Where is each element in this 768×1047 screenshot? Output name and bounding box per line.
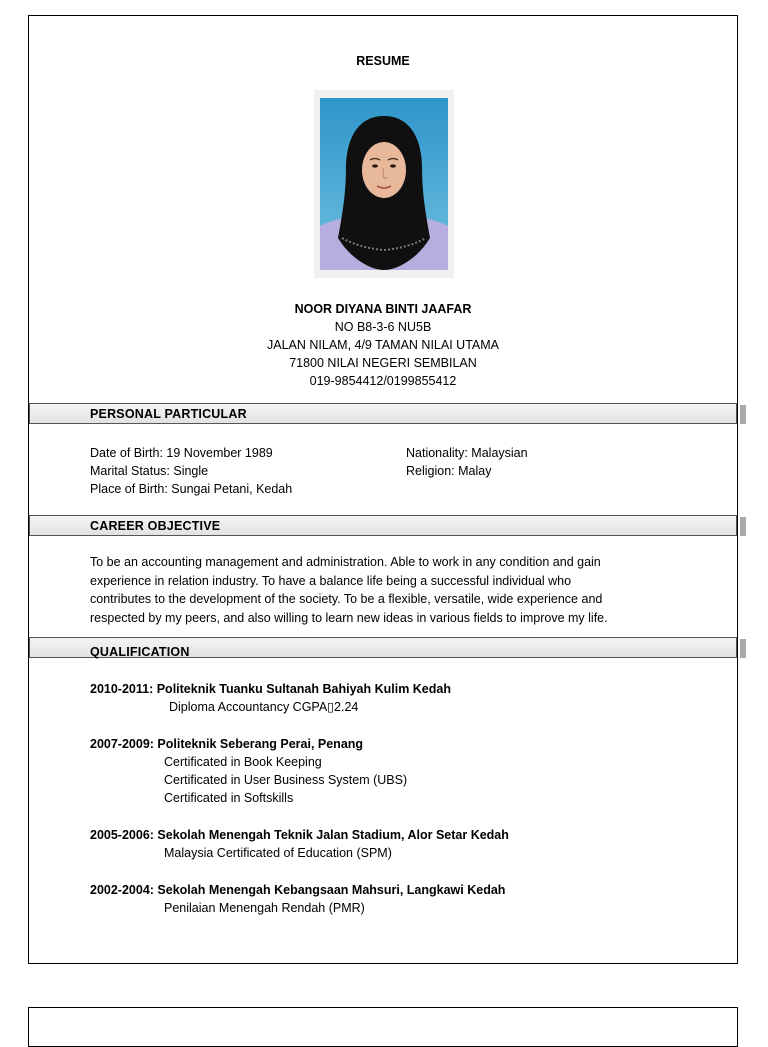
qualification-detail: Malaysia Certificated of Education (SPM) <box>164 846 392 860</box>
section-header-objective <box>29 515 737 536</box>
qualification-detail: Certificated in Book Keeping <box>164 755 322 769</box>
objective-line: contributes to the development of the society. To be a flexible, versatile, wide experience and <box>90 592 603 606</box>
qualification-entry <box>90 680 451 716</box>
address-line: 71800 NILAI NEGERI SEMBILAN <box>289 356 477 370</box>
section-header-personal <box>29 403 737 424</box>
profile-photo <box>320 98 448 270</box>
applicant-name: NOOR DIYANA BINTI JAAFAR <box>294 302 472 316</box>
section-tab <box>740 639 746 658</box>
nationality: Nationality: Malaysian <box>406 446 528 460</box>
address-line: JALAN NILAM, 4/9 TAMAN NILAI UTAMA <box>266 338 499 352</box>
contact-block <box>29 300 737 390</box>
section-title: QUALIFICATION <box>90 645 190 659</box>
qualification-entry <box>90 881 505 917</box>
qualification-detail: Diploma Accountancy CGPA▯2.24 <box>169 700 359 714</box>
section-tab <box>740 517 746 536</box>
date-of-birth: Date of Birth: 19 November 1989 <box>90 446 273 460</box>
marital-status: Marital Status: Single <box>90 464 209 478</box>
personal-right-column <box>406 444 528 480</box>
section-tab <box>740 405 746 424</box>
section-header-qualification <box>29 637 737 658</box>
qualification-entry <box>90 735 407 807</box>
qualification-detail: Penilaian Menengah Rendah (PMR) <box>164 901 365 915</box>
profile-photo-frame <box>314 90 454 278</box>
qualification-title: 2007-2009: Politeknik Seberang Perai, Penang <box>90 737 364 751</box>
religion: Religion: Malay <box>406 464 492 478</box>
section-title: CAREER OBJECTIVE <box>90 519 221 533</box>
place-of-birth: Place of Birth: Sungai Petani, Kedah <box>90 482 293 496</box>
section-title: PERSONAL PARTICULAR <box>90 407 247 421</box>
page-title: RESUME <box>356 54 410 68</box>
qualification-title: 2010-2011: Politeknik Tuanku Sultanah Bahiyah Kulim Kedah <box>90 682 451 696</box>
qualification-title: 2005-2006: Sekolah Menengah Teknik Jalan Stadium, Alor Setar Kedah <box>90 828 509 842</box>
objective-line: experience in relation industry. To have a balance life being a successful individual who <box>90 573 572 588</box>
address-line: NO B8-3-6 NU5B <box>334 320 432 334</box>
qualification-detail: Certificated in Softskills <box>164 791 294 805</box>
qualification-entry <box>90 826 509 862</box>
objective-line: To be an accounting management and administration. Able to work in any condition and gain <box>90 555 601 569</box>
personal-left-column <box>90 444 292 498</box>
career-objective-text <box>90 553 690 627</box>
qualification-title: 2002-2004: Sekolah Menengah Kebangsaan Mahsuri, Langkawi Kedah <box>90 883 506 897</box>
next-page <box>28 1007 738 1047</box>
resume-page <box>28 15 738 964</box>
objective-line: respected by my peers, and also willing to learn new ideas in various fields to improve my life. <box>90 610 608 625</box>
qualification-detail: Certificated in User Business System (UBS) <box>164 773 408 787</box>
phone-number: 019-9854412/0199855412 <box>309 374 457 388</box>
